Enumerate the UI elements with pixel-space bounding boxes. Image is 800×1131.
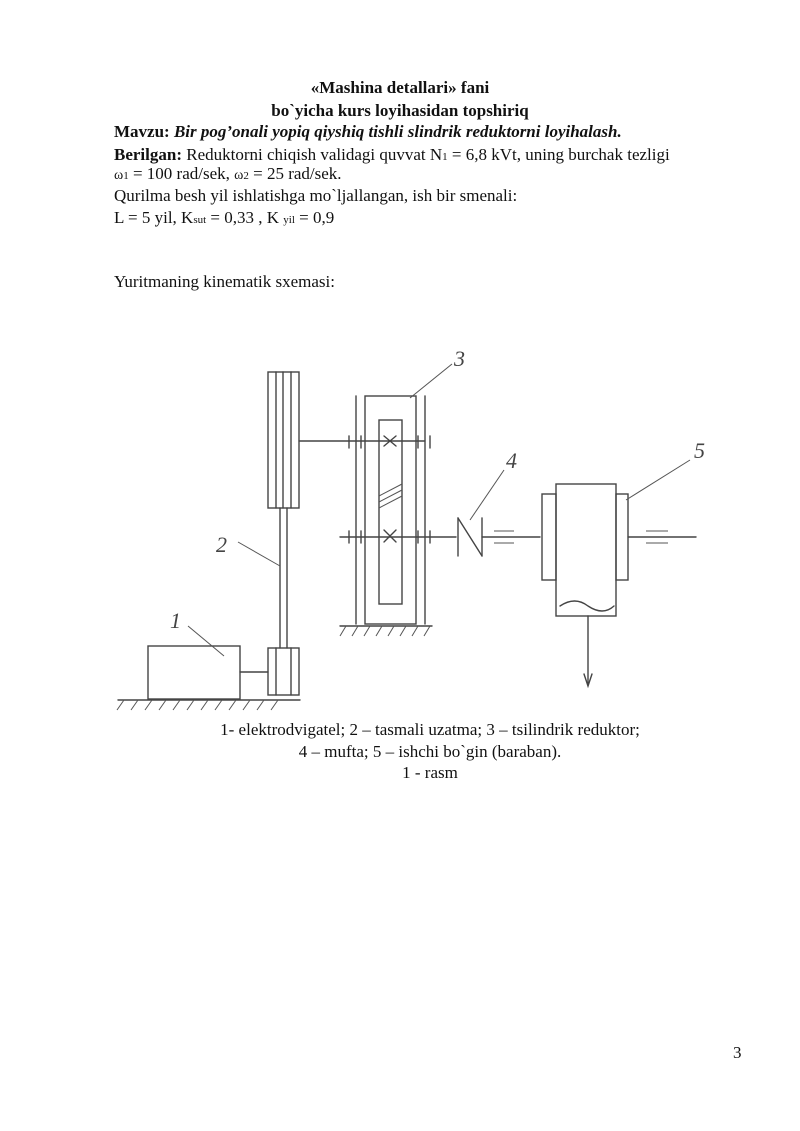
drum-flange-left bbox=[542, 494, 556, 580]
n-subscript: 1 bbox=[442, 151, 448, 163]
kyil-value: = 0,9 bbox=[294, 208, 335, 227]
omega2-subscript: 2 bbox=[243, 170, 249, 182]
gear-block bbox=[379, 420, 402, 604]
ksut-subscript: sut bbox=[193, 214, 207, 226]
header-line-1: «Mashina detallari» fani bbox=[310, 78, 490, 97]
label-1: 1 bbox=[170, 608, 181, 633]
drum-flange-right bbox=[616, 494, 628, 580]
label-3: 3 bbox=[454, 346, 465, 371]
omega1-subscript: 1 bbox=[123, 170, 129, 182]
berilgan-text-b: = 6,8 kVt, uning burchak tezligi bbox=[447, 145, 670, 164]
small-pulley bbox=[268, 648, 299, 695]
caption-line-3: 1 - rasm bbox=[402, 763, 458, 782]
page-number: 3 bbox=[733, 1043, 742, 1062]
coupling-diagonal bbox=[458, 518, 482, 556]
qurilma-line: Qurilma besh yil ishlatishga mo`ljallangan, ish bir smenali: bbox=[114, 186, 518, 205]
omega2-symbol: ω bbox=[234, 168, 244, 183]
label-4: 4 bbox=[506, 448, 517, 473]
mavzu-text: Bir pog’onali yopiq qiyshiq tishli slindrik reduktorni loyihalash. bbox=[173, 122, 622, 141]
label-5: 5 bbox=[694, 438, 705, 463]
berilgan-text-a: Reduktorni chiqish validagi quvvat N bbox=[182, 145, 443, 164]
gear-teeth-hatch bbox=[379, 484, 402, 508]
omega1-symbol: ω bbox=[114, 168, 124, 183]
caption-line-2: 4 – mufta; 5 – ishchi bo`gin (baraban). bbox=[298, 742, 562, 761]
mavzu-label: Mavzu: bbox=[114, 122, 170, 141]
ground-hatch-reducer bbox=[340, 626, 430, 636]
drum-body bbox=[556, 484, 616, 616]
ksut-value: = 0,33 , K bbox=[206, 208, 284, 227]
reducer-housing bbox=[365, 396, 416, 624]
omega2-value: = 25 rad/sek. bbox=[248, 164, 342, 183]
scheme-title: Yuritmaning kinematik sxemasi: bbox=[114, 272, 335, 291]
drum-break bbox=[560, 601, 614, 611]
electric-motor bbox=[148, 646, 240, 699]
omega1-value: = 100 rad/sek, bbox=[128, 164, 235, 183]
label-2: 2 bbox=[216, 532, 227, 557]
ground-hatch-motor bbox=[117, 700, 278, 710]
param-l: L = 5 yil, K bbox=[114, 208, 194, 227]
berilgan-label: Berilgan: bbox=[114, 145, 182, 164]
caption-line-1: 1- elektrodvigatel; 2 – tasmali uzatma; 3 – tsilindrik reduktor; bbox=[220, 720, 640, 739]
header-line-2: bo`yicha kurs loyihasidan topshiriq bbox=[271, 101, 529, 120]
kyil-subscript: yil bbox=[283, 214, 295, 226]
